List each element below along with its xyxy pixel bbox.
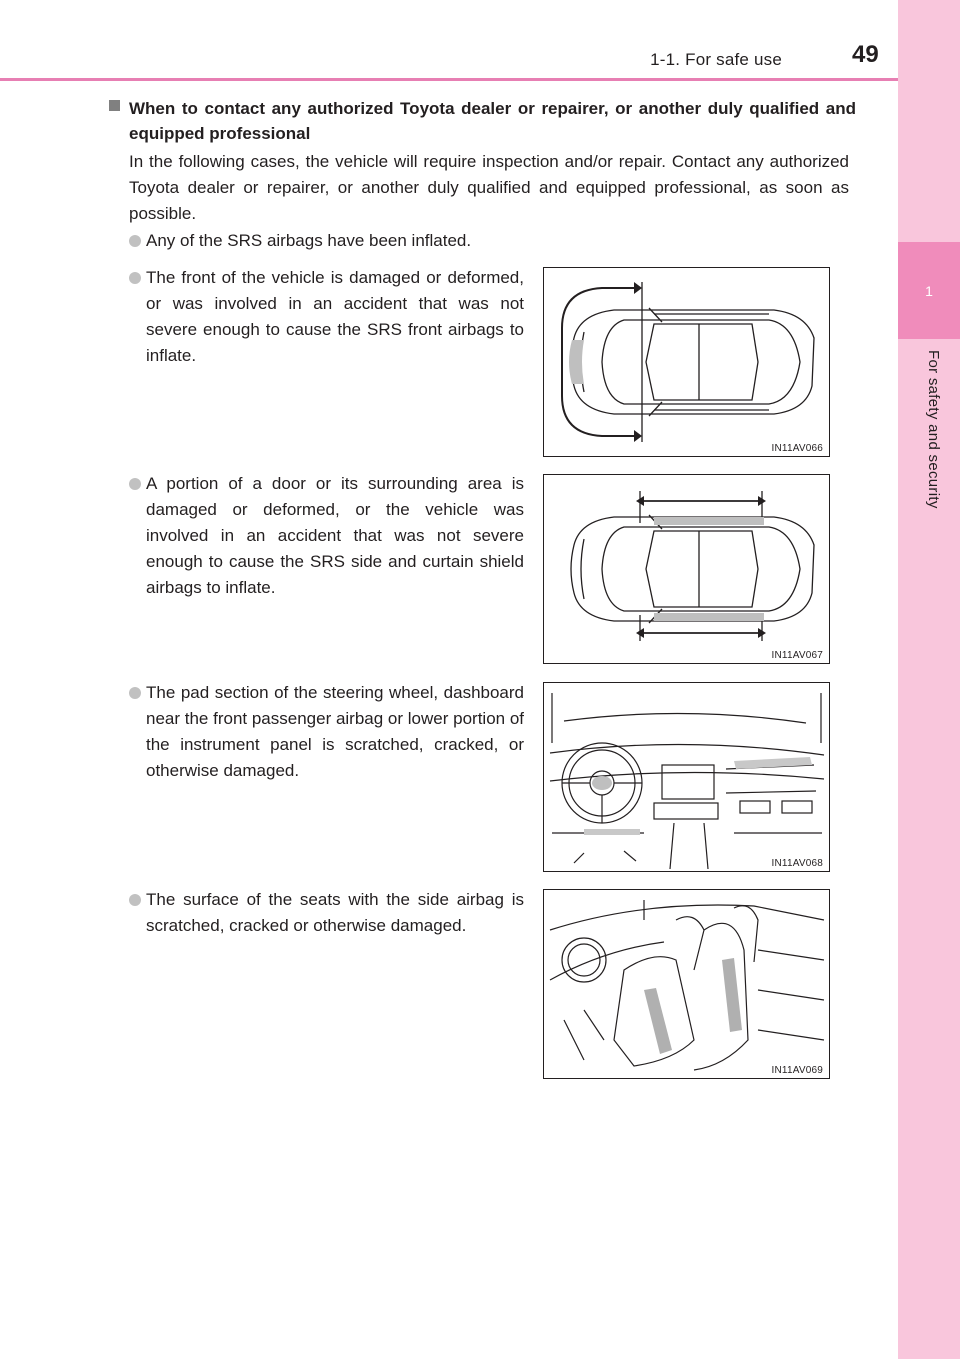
car-top-view-front-illustration [544, 268, 829, 456]
chapter-number: 1 [925, 283, 933, 299]
figure-code: IN11AV068 [771, 858, 823, 869]
page-number: 49 [852, 41, 879, 68]
figure-door-damage [543, 474, 830, 664]
dashboard-illustration [544, 683, 829, 871]
bullet-item [129, 228, 559, 254]
figure-seat-damage [543, 889, 830, 1079]
bullet-dot-icon [129, 478, 141, 490]
figure-front-damage [543, 267, 830, 457]
figure-code: IN11AV067 [771, 650, 823, 661]
bullet-dot-icon [129, 687, 141, 699]
car-top-view-side-illustration [544, 475, 829, 663]
bullet-dot-icon [129, 235, 141, 247]
bullet-item [129, 265, 524, 375]
figure-code: IN11AV066 [771, 443, 823, 454]
chapter-side-tab [898, 0, 960, 1359]
bullet-text: A portion of a door or its surrounding area is damaged or deformed, or the vehicle was involved in an accident that was not severe enough to cause the SRS side and curtain shield airbags to inflate. [146, 474, 524, 597]
header-rule [0, 78, 898, 81]
header-section-title: 1-1. For safe use [650, 50, 782, 69]
bullet-item [129, 887, 524, 967]
bullet-text: Any of the SRS airbags have been inflated. [146, 231, 472, 250]
bullet-text: The front of the vehicle is damaged or deformed, or was involved in an accident that was not severe enough to cause the SRS front airbags to inflate. [146, 268, 524, 365]
chapter-title: For safety and security [925, 350, 942, 509]
seat-side-airbag-illustration [544, 890, 829, 1078]
bullet-dot-icon [129, 894, 141, 906]
bullet-item [129, 680, 524, 810]
bullet-item [129, 471, 524, 611]
section-heading: When to contact any authorized Toyota dealer or repairer, or another duly qualified and equipped professional [129, 99, 856, 143]
bullet-dot-icon [129, 272, 141, 284]
heading-square-icon [108, 98, 122, 112]
figure-code: IN11AV069 [771, 1065, 823, 1076]
figure-dashboard-damage [543, 682, 830, 872]
bullet-text: The pad section of the steering wheel, dashboard near the front passenger airbag or lower portion of the instrument panel is scratched, cracked, or otherwise damaged. [146, 683, 525, 780]
bullet-text: The surface of the seats with the side airbag is scratched, cracked or otherwise damaged. [146, 890, 524, 935]
section-intro: In the following cases, the vehicle will require inspection and/or repair. Contact any authorized Toyota dealer or repairer, or another duly qualified and equipped professional, as soon as possible. [129, 152, 849, 223]
